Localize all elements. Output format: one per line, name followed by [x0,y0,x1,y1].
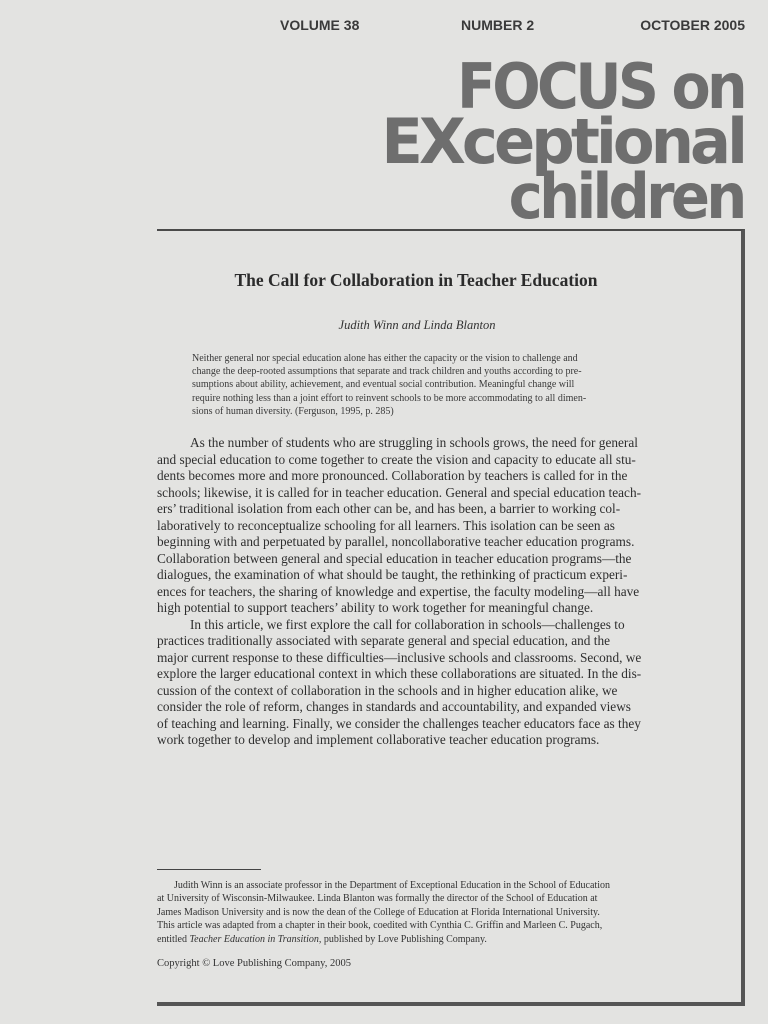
body-line: Collaboration between general and special education in teacher education programs—the [157,550,632,566]
copyright-notice: Copyright © Love Publishing Company, 2005 [157,958,351,969]
footnote-line: Judith Winn is an associate professor in the Department of Exceptional Education in the School of Education [174,880,610,891]
volume-label: VOLUME 38 [280,17,360,33]
footnote-line-last [157,933,677,946]
epigraph-line: sumptions about ability, achievement, and eventual social contribution. Meaningful change will [192,379,575,391]
body-line: dents becomes more and more pronounced. Collaboration by teachers is called for in the [157,468,628,483]
body-line: explore the larger educational context in which these collaborations are situated. In the dis- [157,666,642,681]
article-authors: Judith Winn and Linda Blanton [338,318,496,332]
footnote-line: at University of Wisconsin-Milwaukee. Linda Blanton was formally the director of the School of Education at [157,893,598,905]
epigraph-line: Neither general nor special education alone has either the capacity or the vision to challenge and [192,353,578,364]
body-line: beginning with and perpetuated by parallel, noncollaborative teacher education programs. [157,534,635,549]
body-line: practices traditionally associated with separate general and special education, and the [157,633,611,648]
body-line: laboratively to reconceptualize schooling for all learners. This isolation can be seen as [157,517,615,533]
body-line: In this article, we first explore the call for collaboration in schools—challenges to [190,616,625,632]
epigraph-line: require nothing less than a joint effort to reinvent schools to be more accommodating to all dimen- [192,392,587,404]
footnote-prefix: entitled [157,933,190,945]
article-title: The Call for Collaboration in Teacher Education [234,270,598,290]
body-line: cussion of the context of collaboration in the schools and in higher education alike, we [157,682,618,698]
body-line: As the number of students who are struggling in schools grows, the need for general [190,435,638,450]
logo-line-1: FOCUS on [457,50,744,123]
book-title: Teacher Education in Transition, [189,933,322,945]
logo-line-3: children [509,160,744,233]
issue-number-label: NUMBER 2 [461,17,535,33]
author-footnote [157,879,677,946]
logo-line-2: EXceptional [381,105,744,178]
journal-logo [260,50,744,233]
masthead [280,14,750,36]
article-body [157,435,677,749]
issue-date-label: OCTOBER 2005 [640,17,745,33]
body-line: of teaching and learning. Finally, we consider the challenges teacher educators face as they [157,715,641,731]
epigraph-quote [192,352,652,418]
epigraph-line: change the deep-rooted assumptions that separate and track children and youths according to pre- [192,366,582,378]
body-line: work together to develop and implement collaborative teacher education programs. [157,732,600,747]
epigraph-line: sions of human diversity. (Ferguson, 1995, p. 285) [192,405,394,417]
body-line: dialogues, the examination of what should be taught, the rethinking of practicum experi- [157,567,628,582]
footnote-line: James Madison University and is now the dean of the College of Education at Florida International University. [157,906,600,918]
body-line: high potential to support teachers’ ability to work together for meaningful change. [157,600,594,615]
body-line: ers’ traditional isolation from each other can be, and has been, a barrier to working col- [157,501,621,516]
body-line: major current response to these difficulties—inclusive schools and classrooms. Second, we [157,649,642,665]
footnote-line: This article was adapted from a chapter in their book, coedited with Cynthia C. Griffin and Marleen C. Pugach, [157,920,603,932]
body-line: and special education to come together to create the vision and capacity to educate all stu- [157,451,636,467]
footnote-suffix: published by Love Publishing Company. [321,933,487,945]
body-line: schools; likewise, it is called for in teacher education. General and special education teach- [157,484,642,500]
body-line: consider the role of reform, changes in standards and accountability, and expanded views [157,699,631,714]
body-line: ences for teachers, the sharing of knowledge and expertise, the faculty modeling—all have [157,583,640,599]
footnote-divider [157,869,261,870]
